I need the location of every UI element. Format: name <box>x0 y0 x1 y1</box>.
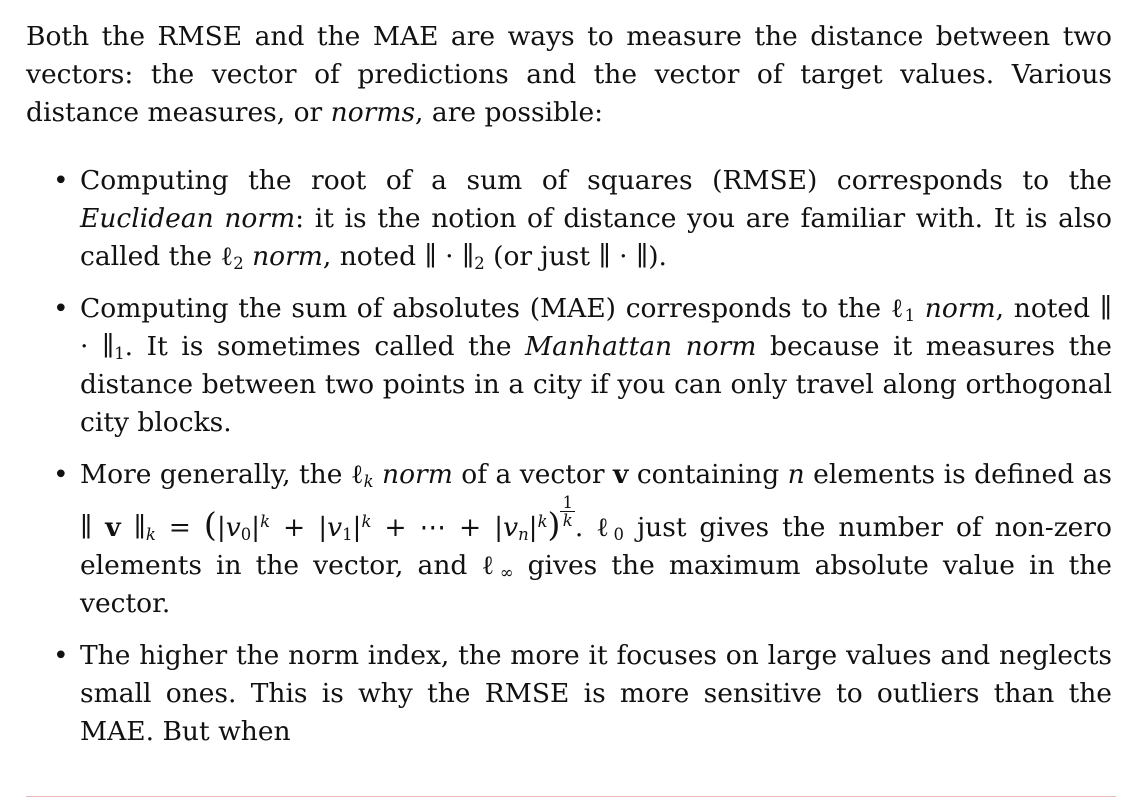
norms-bullet-list <box>26 162 1112 751</box>
subscript: n <box>518 525 529 545</box>
abs-bar: | <box>352 512 362 544</box>
text: Computing the sum of absolutes (MAE) corresponds to the ℓ <box>80 293 905 324</box>
intro-paragraph <box>26 18 1112 132</box>
subscript: 1 <box>114 344 125 364</box>
bullet-icon: • <box>53 165 69 196</box>
norm-bar: ∥ <box>80 512 106 544</box>
intro-text-1: Both the RMSE and the MAE are ways to measure the distance between two vectors: the vector of predictions and the vector of target values. Various distance measures, or <box>26 21 1112 128</box>
subscript: k <box>145 525 156 545</box>
paren: ( <box>203 505 217 545</box>
subscript: 2 <box>233 254 244 274</box>
lk-norm-formula <box>80 493 575 545</box>
intro-text-2: , are possible: <box>415 97 604 128</box>
term: |v <box>318 512 343 544</box>
superscript: k <box>361 512 372 532</box>
fraction-numerator: 1 <box>562 493 573 512</box>
subscript: k <box>363 472 374 492</box>
subscript: ∞ <box>499 563 514 583</box>
fraction-denominator: k <box>562 511 573 531</box>
bullet-icon: • <box>53 293 69 324</box>
intro-norms-term: norms <box>330 97 416 128</box>
abs-bar: | <box>251 512 261 544</box>
subscript: 2 <box>474 254 485 274</box>
subscript: 1 <box>904 306 916 326</box>
paren: ) <box>547 505 561 545</box>
abs-bar: | <box>528 512 538 544</box>
document-page <box>26 18 1112 765</box>
page-bottom-divider <box>26 796 1116 797</box>
subscript: 0 <box>240 525 252 545</box>
subscript: 1 <box>342 525 353 545</box>
norm-term: norm <box>243 241 323 272</box>
term: |v <box>494 512 519 544</box>
text: just gives the number of non-zero elements in the vector, and ℓ <box>80 512 1112 582</box>
norm-bar: ∥ <box>120 512 146 544</box>
list-item-manhattan <box>26 290 1112 442</box>
ellipsis: + ⋯ + <box>371 512 495 544</box>
text: gives the maximum absolute value in the vector. <box>80 550 1112 620</box>
text: , noted ∥ · ∥ <box>80 293 1112 362</box>
text: The higher the norm index, the more it focuses on large values and neglects small ones. This is why the RMSE is more sensitive to outliers than the MAE. But when <box>80 640 1112 748</box>
equals-sign: = <box>155 512 204 544</box>
text: because it measures the distance between two points in a city if you can only travel along orthogonal city blocks. <box>80 331 1112 438</box>
text: containing <box>628 459 788 490</box>
vector-symbol: v <box>105 512 121 544</box>
text: of a vector <box>452 459 613 490</box>
n-symbol: n <box>787 459 805 490</box>
norm-term: norm <box>915 293 996 324</box>
list-item-norm-index <box>26 637 1112 751</box>
euclidean-norm-term: Euclidean norm <box>80 203 296 234</box>
text: , noted ∥ · ∥ <box>322 241 475 272</box>
manhattan-norm-term: Manhattan norm <box>525 331 757 362</box>
superscript: k <box>260 512 271 532</box>
text: More generally, the ℓ <box>80 459 364 490</box>
list-item-euclidean <box>26 162 1112 276</box>
superscript: k <box>537 512 548 532</box>
exponent-fraction <box>560 494 574 530</box>
text: : it is the notion of distance you are familiar with. It is also called the ℓ <box>80 203 1112 272</box>
bullet-icon: • <box>53 640 69 672</box>
plus-sign: + <box>270 512 319 544</box>
text: . ℓ <box>574 512 614 544</box>
subscript: 0 <box>613 525 624 545</box>
text: elements is defined as <box>804 459 1113 490</box>
bullet-icon: • <box>53 459 69 490</box>
text: Computing the root of a sum of squares (RMSE) corresponds to the <box>80 165 1112 196</box>
list-item-lk-norm <box>26 456 1112 623</box>
norm-term: norm <box>373 459 453 490</box>
term: |v <box>216 512 241 544</box>
text: (or just ∥ · ∥). <box>484 241 667 272</box>
vector-symbol: v <box>612 459 629 490</box>
text: . It is sometimes called the <box>124 331 526 362</box>
